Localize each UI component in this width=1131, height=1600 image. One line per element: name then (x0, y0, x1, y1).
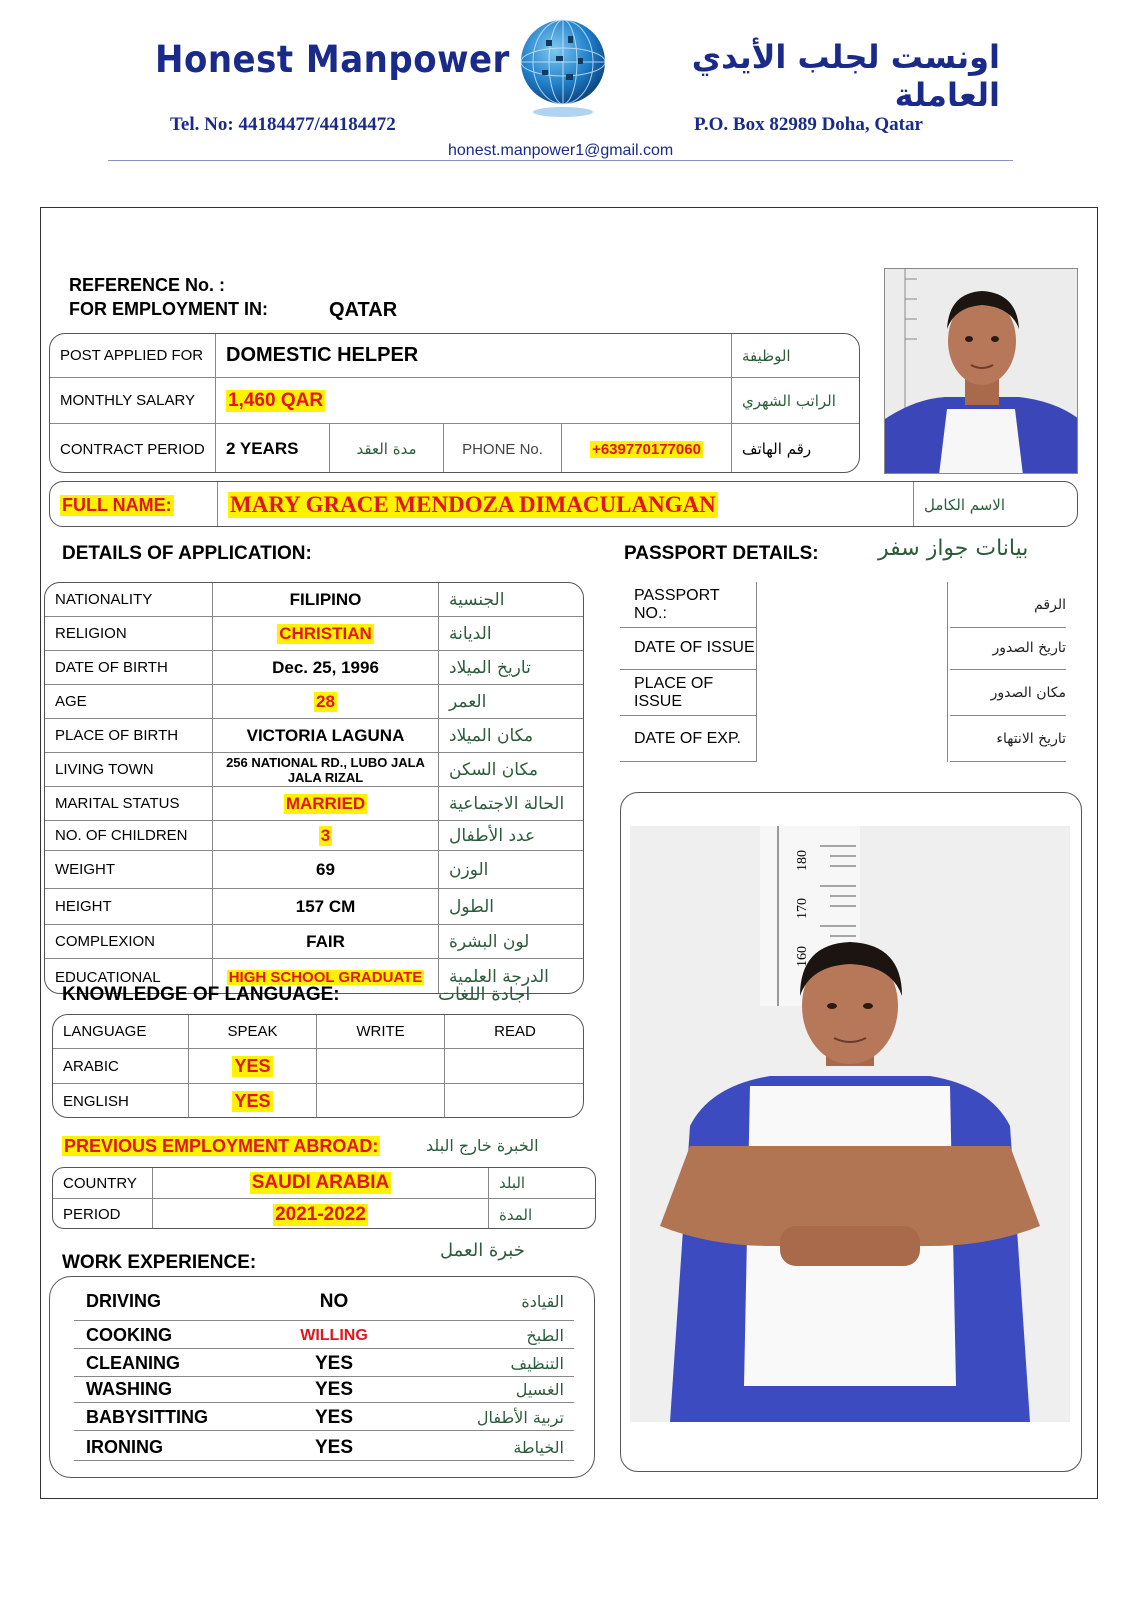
language-header: LANGUAGE (53, 1015, 189, 1048)
application-label: DATE OF BIRTH (45, 651, 213, 684)
language-row (53, 1049, 583, 1084)
full-name-value: MARY GRACE MENDOZA DIMACULANGAN (230, 492, 716, 517)
salary-arabic: الراتب الشهري (742, 391, 836, 410)
application-value: MARRIED (285, 793, 366, 813)
application-label: COMPLEXION (45, 925, 213, 958)
language-title: KNOWLEDGE OF LANGUAGE: (62, 984, 340, 1005)
passport-divider (947, 582, 948, 628)
phone-arabic: رقم الهاتف (742, 440, 812, 458)
application-value: 3 (320, 825, 331, 845)
passport-table (620, 582, 1070, 762)
work-label: COOKING (86, 1325, 173, 1345)
passport-value (757, 670, 947, 716)
passport-arabic: مكان الصدور (950, 670, 1066, 716)
phone-value: +639770177060 (592, 440, 701, 458)
application-label: NATIONALITY (45, 583, 213, 616)
language-title-arabic: اجادة اللغات (438, 984, 531, 1005)
previous-arabic: المدة (499, 1205, 533, 1224)
work-row (74, 1435, 574, 1461)
globe-icon (508, 12, 618, 122)
language-cell (317, 1084, 445, 1118)
work-value: YES (314, 1406, 354, 1428)
ruler-mark-160: 160 (795, 946, 810, 967)
application-value: 28 (316, 691, 335, 711)
previous-title-arabic: الخبرة خارج البلد (426, 1136, 539, 1155)
previous-label: PERIOD (53, 1199, 153, 1229)
brand-name-english: Honest Manpower (155, 38, 510, 82)
application-arabic: العمر (449, 691, 487, 712)
language-cell (445, 1084, 584, 1118)
application-label: NO. OF CHILDREN (45, 821, 213, 850)
salary-value: 1,460 QAR (228, 389, 324, 411)
application-row (45, 719, 583, 753)
passport-value (757, 716, 947, 762)
passport-value (757, 582, 947, 628)
previous-value: 2021-2022 (275, 1203, 366, 1225)
full-name-arabic: الاسم الكامل (924, 496, 1006, 514)
language-table (52, 1014, 584, 1118)
application-arabic: مكان السكن (449, 759, 538, 780)
application-value-cell (213, 889, 439, 924)
full-body-photo (630, 826, 1070, 1422)
application-value: CHRISTIAN (279, 623, 372, 643)
passport-arabic: تاريخ الصدور (950, 626, 1066, 670)
application-label: EDUCATIONAL (45, 959, 213, 994)
application-arabic: مكان الميلاد (449, 725, 534, 746)
application-value-cell (213, 821, 439, 850)
application-title: DETAILS OF APPLICATION: (62, 543, 312, 564)
passport-label: DATE OF ISSUE (620, 626, 756, 670)
full-name-label: FULL NAME: (62, 494, 172, 515)
po-box: P.O. Box 82989 Doha, Qatar (694, 114, 923, 135)
header-divider (108, 160, 1013, 161)
language-cell (189, 1084, 317, 1118)
application-value: VICTORIA LAGUNA (246, 725, 405, 745)
application-label: MARITAL STATUS (45, 787, 213, 820)
passport-row (620, 582, 1070, 628)
application-label: AGE (45, 685, 213, 718)
work-row (74, 1377, 574, 1403)
application-arabic: تاريخ الميلاد (449, 657, 531, 678)
work-row (74, 1405, 574, 1431)
passport-value (757, 626, 947, 670)
application-row (45, 651, 583, 685)
work-row (74, 1323, 574, 1349)
language-header: READ (494, 1023, 536, 1040)
work-value: WILLING (300, 1326, 368, 1344)
application-value-cell (213, 685, 439, 718)
contract-label: CONTRACT PERIOD (50, 424, 216, 473)
work-label: IRONING (86, 1437, 164, 1457)
application-value: HIGH SCHOOL GRADUATE (228, 968, 423, 986)
application-table (44, 582, 584, 994)
previous-row (53, 1168, 595, 1199)
work-label: BABYSITTING (86, 1407, 209, 1427)
application-row (45, 753, 583, 787)
application-row (45, 925, 583, 959)
work-row (74, 1351, 574, 1377)
passport-label: DATE OF EXP. (620, 716, 756, 762)
passport-title: PASSPORT DETAILS: (624, 543, 819, 564)
ruler-mark-170: 170 (795, 898, 810, 919)
application-row (45, 787, 583, 821)
application-label: RELIGION (45, 617, 213, 650)
contract-arabic: مدة العقد (330, 424, 444, 473)
ruler-mark-180: 180 (795, 850, 810, 871)
application-value-cell (213, 583, 439, 616)
work-value: YES (314, 1436, 354, 1458)
language-row (53, 1084, 583, 1118)
application-arabic: عدد الأطفال (449, 825, 536, 846)
employment-country: QATAR (329, 299, 398, 321)
application-value-cell (213, 719, 439, 752)
application-row (45, 583, 583, 617)
previous-title: PREVIOUS EMPLOYMENT ABROAD: (64, 1136, 379, 1156)
previous-value-cell (153, 1199, 489, 1229)
application-value: 157 CM (295, 896, 356, 916)
application-value: Dec. 25, 1996 (272, 657, 379, 677)
work-value: YES (314, 1352, 354, 1374)
language-speak: YES (234, 1091, 271, 1111)
language-header-row (53, 1015, 583, 1049)
application-arabic: لون البشرة (449, 931, 530, 952)
application-label: HEIGHT (45, 889, 213, 924)
passport-divider (947, 670, 948, 716)
passport-divider (947, 626, 948, 670)
telephone-number: Tel. No: 44184477/44184472 (170, 114, 396, 135)
portrait-photo (884, 268, 1078, 474)
application-arabic: الحالة الاجتماعية (449, 793, 565, 814)
passport-row (620, 716, 1070, 762)
application-value-cell (213, 787, 439, 820)
previous-table (52, 1167, 596, 1229)
application-arabic: الدرجة العلمية (449, 967, 549, 987)
language-cell (53, 1049, 189, 1083)
work-arabic: الخياطة (513, 1438, 564, 1457)
application-value-cell (213, 617, 439, 650)
passport-arabic: الرقم (950, 582, 1066, 628)
application-value-cell (213, 851, 439, 888)
previous-arabic: البلد (499, 1174, 526, 1192)
application-arabic: الجنسية (449, 589, 505, 610)
passport-arabic: تاريخ الانتهاء (950, 716, 1066, 762)
phone-label: PHONE No. (444, 424, 562, 473)
employment-label: FOR EMPLOYMENT IN: (69, 299, 268, 319)
work-value: NO (319, 1290, 349, 1312)
job-details-box (49, 333, 860, 473)
passport-divider (947, 716, 948, 762)
application-label: WEIGHT (45, 851, 213, 888)
work-arabic: القيادة (521, 1292, 564, 1311)
previous-value-cell (153, 1168, 489, 1198)
work-arabic: الطبخ (526, 1326, 564, 1345)
language-speak: YES (234, 1055, 271, 1076)
previous-value: SAUDI ARABIA (251, 1172, 390, 1193)
work-label: CLEANING (86, 1353, 180, 1373)
application-label: PLACE OF BIRTH (45, 719, 213, 752)
work-arabic: التنظيف (510, 1354, 564, 1373)
application-arabic: الوزن (449, 859, 489, 880)
application-value: 256 NATIONAL RD., LUBO JALA JALA RIZAL (226, 754, 425, 785)
previous-label: COUNTRY (53, 1168, 153, 1198)
application-row (45, 851, 583, 889)
work-label: WASHING (86, 1379, 173, 1399)
work-label: DRIVING (86, 1291, 162, 1311)
application-value-cell (213, 925, 439, 958)
language-language: ARABIC (63, 1057, 119, 1075)
application-row (45, 821, 583, 851)
brand-name-arabic: اونست لجلب الأيدي العاملة (691, 38, 1000, 114)
work-arabic: تربية الأطفال (476, 1408, 564, 1427)
passport-title-arabic: بيانات جواز سفر (878, 536, 1029, 561)
work-arabic: الغسيل (515, 1380, 564, 1399)
work-row (74, 1283, 574, 1321)
application-arabic: الديانة (449, 623, 492, 644)
application-row (45, 617, 583, 651)
passport-label: PASSPORT NO.: (620, 582, 756, 628)
passport-row (620, 626, 1070, 670)
language-language: ENGLISH (63, 1093, 129, 1110)
work-value: YES (314, 1378, 354, 1400)
reference-label: REFERENCE No. : (69, 275, 226, 295)
passport-row (620, 670, 1070, 716)
work-table (49, 1276, 595, 1478)
language-cell (189, 1049, 317, 1083)
post-label: POST APPLIED FOR (50, 334, 216, 377)
language-cell (317, 1049, 445, 1083)
application-label: LIVING TOWN (45, 753, 213, 786)
post-value: DOMESTIC HELPER (216, 334, 732, 377)
application-value-cell (213, 753, 439, 786)
language-header: WRITE (317, 1015, 445, 1048)
work-title-arabic: خبرة العمل (440, 1240, 525, 1261)
salary-label: MONTHLY SALARY (50, 378, 216, 423)
application-row (45, 889, 583, 925)
application-value: FAIR (306, 931, 345, 951)
full-name-box (49, 481, 1078, 527)
language-cell (53, 1084, 189, 1118)
application-row (45, 685, 583, 719)
application-value-cell (213, 651, 439, 684)
application-value: FILIPINO (289, 589, 362, 609)
application-value: 69 (316, 859, 335, 879)
passport-label: PLACE OF ISSUE (620, 670, 756, 716)
language-header: SPEAK (189, 1015, 317, 1048)
email-address[interactable]: honest.manpower1@gmail.com (448, 142, 674, 159)
language-cell (445, 1049, 584, 1083)
contract-value: 2 YEARS (216, 424, 330, 473)
application-arabic: الطول (449, 896, 494, 917)
work-title: WORK EXPERIENCE: (62, 1252, 257, 1273)
previous-row (53, 1199, 595, 1229)
post-arabic: الوظيفة (742, 346, 791, 365)
